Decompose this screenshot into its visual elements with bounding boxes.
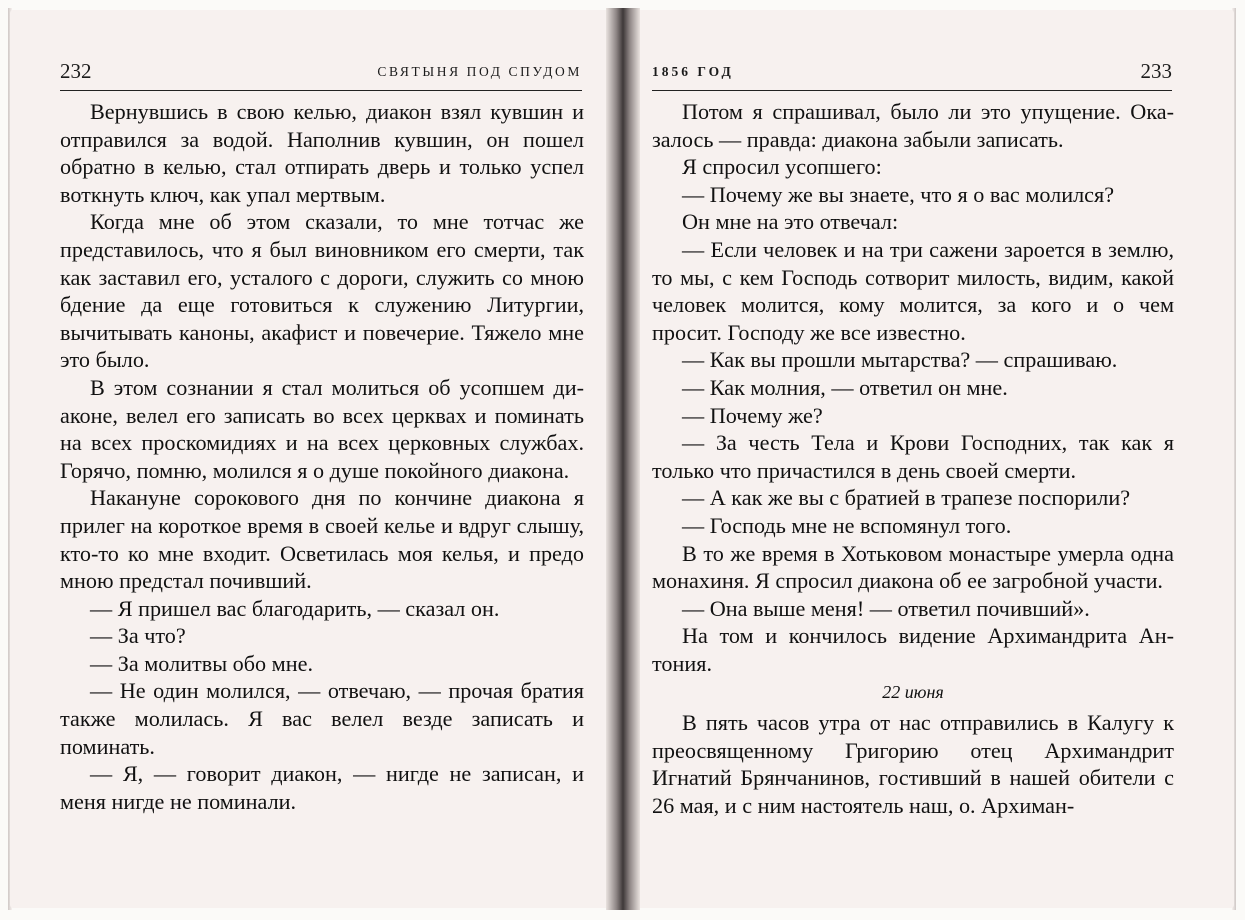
left-page-text xyxy=(60,98,584,815)
left-page-header xyxy=(60,58,582,91)
paragraph: В этом сознании я стал молиться об усопшем диаконе, велел его записать во всех церквах и поминать на всех проскомидиях и на всех церковных службах. Горячо, помню, молился я о душе покойного диакона. xyxy=(60,374,584,483)
dialogue-line: — За что? xyxy=(90,623,186,649)
right-page-number: 233 xyxy=(1140,59,1172,83)
right-page-header xyxy=(652,58,1172,91)
paragraph: В то же время в Хотьковом монастыре умерла одна монахиня. Я спросил диакона об ее загробной участи. xyxy=(652,540,1174,594)
dialogue-line: — Почему же вы знаете, что я о вас молился? xyxy=(682,181,1115,207)
right-page-text xyxy=(652,98,1174,819)
date-heading: 22 июня xyxy=(882,682,944,703)
right-running-head: 1856 ГОД xyxy=(652,64,734,79)
paragraph: В пять часов утра от нас отправились в Калугу к преосвященному Григорию отец Архимандрит Игнатий Брянчанинов, гостивший в нашей обители с 26 мая, и с ним настоятель наш, о. Архиман- xyxy=(652,710,1174,818)
paragraph: Когда мне об этом сказали, то мне тотчас же представилось, что я был виновником его смерти, так как заставил его, усталого с дороги, служить со мною бдение да еще готовиться к служению Литургии, вычитывать каноны, акафист и повечерие. Тяжело мне это было. xyxy=(60,209,584,373)
paragraph: Накануне сорокового дня по кончине диакона я прилег на короткое время в своей келье и вдруг слышу, кто-то ко мне входит. Осветилась моя келья, и предо мною предстал почивший. xyxy=(60,485,584,594)
left-running-head: СВЯТЫНЯ ПОД СПУДОМ xyxy=(377,64,582,79)
left-page-number: 232 xyxy=(60,59,92,83)
dialogue-line: — А как же вы с братией в трапезе поспорили? xyxy=(682,485,1131,511)
paragraph: Я спросил усопшего: xyxy=(682,154,882,180)
book-spine-gutter xyxy=(606,8,640,910)
dialogue-line: — Она выше меня! — ответил почивший». xyxy=(682,595,1090,621)
dialogue-line: — Как вы прошли мытарства? — спрашиваю. xyxy=(682,347,1118,373)
dialogue-line: — За честь Тела и Крови Господних, так как я только что причастился в день своей смерти. xyxy=(652,430,1174,483)
dialogue-line: — Если человек и на три сажени зароется в землю, то мы, с кем Господь сотворит милость, видим, какой человек молится, кому молится, за кого и о чем просит. Господу же все известно. xyxy=(652,236,1174,345)
dialogue-line: — За молитвы обо мне. xyxy=(90,650,313,676)
dialogue-line: — Не один молился, — отвечаю, — прочая братия также молилась. Я вас велел везде записать и поминать. xyxy=(60,678,584,759)
paragraph: Он мне на это отвечал: xyxy=(682,209,899,235)
dialogue-line: — Как молния, — ответил он мне. xyxy=(682,374,1008,400)
left-page xyxy=(10,10,612,908)
paragraph: Вернувшись в свою келью, диакон взял кувшин и отправился за водой. Наполнив кувшин, он пошел обратно в келью, стал отпирать дверь и только успел воткнуть ключ, как упал мертвым. xyxy=(60,99,584,207)
right-page xyxy=(634,10,1234,908)
dialogue-line: — Почему же? xyxy=(682,402,823,428)
dialogue-line: — Я пришел вас благодарить, — сказал он. xyxy=(90,595,500,621)
paragraph: На том и кончилось видение Архимандрита Антония. xyxy=(652,623,1174,676)
dialogue-line: — Господь мне не вспомянул того. xyxy=(682,512,1012,538)
dialogue-line: — Я, — говорит диакон, — нигде не записан, и меня нигде не поминали. xyxy=(60,761,584,814)
paragraph: Потом я спрашивал, было ли это упущение. Оказалось — правда: диакона забыли записать. xyxy=(652,99,1174,152)
